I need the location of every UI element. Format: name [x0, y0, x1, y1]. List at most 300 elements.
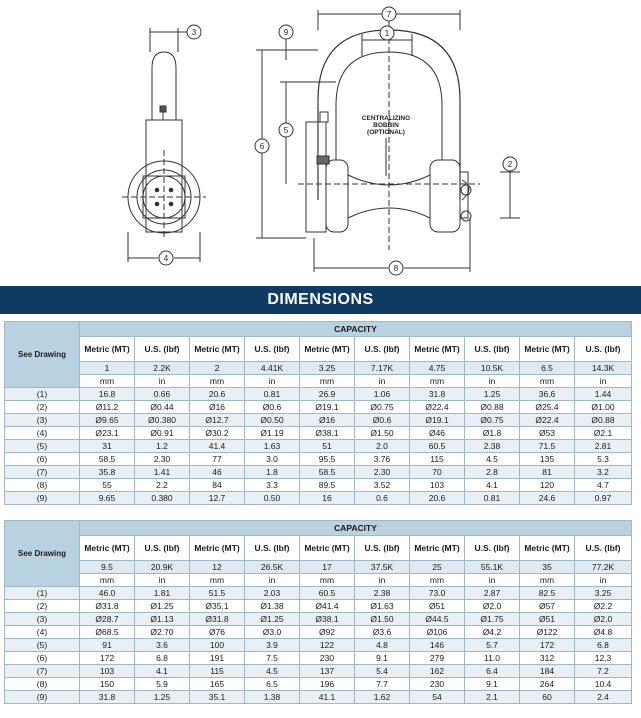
table-cell: Ø11.2: [80, 401, 135, 414]
table-cell: 279: [410, 652, 465, 665]
table-cell: 2.1: [465, 691, 520, 704]
table-row: [5, 414, 632, 427]
table-row: [5, 678, 632, 691]
table-cell: 2.8: [465, 466, 520, 479]
capacity-size-row: [5, 561, 632, 574]
table-cell: 20.6: [410, 492, 465, 505]
table-cell: 46.0: [80, 587, 135, 600]
table-cell: 35.8: [80, 466, 135, 479]
unit-cell: mm: [520, 375, 575, 388]
row-label: (8): [5, 678, 80, 691]
row-label: (4): [5, 626, 80, 639]
table-cell: Ø2.70: [135, 626, 190, 639]
unit-cell: in: [245, 375, 300, 388]
table-cell: Ø1.25: [135, 600, 190, 613]
table-cell: 1.25: [135, 691, 190, 704]
shackle-drawing-svg: [0, 0, 641, 282]
table-cell: 3.9: [245, 639, 300, 652]
unit-cell: mm: [410, 375, 465, 388]
table-cell: Ø2.2: [575, 600, 632, 613]
table-row: [5, 427, 632, 440]
table-cell: 0.81: [245, 388, 300, 401]
unit-header: Metric (MT): [520, 337, 575, 362]
table-cell: 0.380: [135, 492, 190, 505]
table-cell: Ø38.1: [300, 427, 355, 440]
table-cell: 16.8: [80, 388, 135, 401]
unit-header: U.S. (lbf): [575, 536, 632, 561]
row-label: (6): [5, 652, 80, 665]
table-cell: Ø30.2: [190, 427, 245, 440]
table-cell: 5.4: [355, 665, 410, 678]
unit-header: U.S. (lbf): [135, 337, 190, 362]
callout-8-label: 8: [393, 264, 399, 273]
callout-2-label: 2: [507, 160, 513, 169]
table-cell: Ø0.88: [575, 414, 632, 427]
table-row: [5, 613, 632, 626]
callout-9-label: 9: [283, 28, 289, 37]
table-cell: 41.4: [190, 440, 245, 453]
table-cell: 55: [80, 479, 135, 492]
table-cell: 4.5: [245, 665, 300, 678]
dimensions-table-2: [4, 520, 632, 704]
dimensions-banner: [0, 286, 641, 314]
table-cell: 58.5: [80, 453, 135, 466]
row-label: (8): [5, 479, 80, 492]
capacity-size-cell: 2.2K: [135, 362, 190, 375]
unit-cell: mm: [190, 375, 245, 388]
table-cell: Ø16: [190, 401, 245, 414]
table-cell: Ø22.4: [520, 414, 575, 427]
row-label: (7): [5, 665, 80, 678]
table-cell: 4.1: [465, 479, 520, 492]
table-cell: 5.7: [465, 639, 520, 652]
capacity-size-row: [5, 362, 632, 375]
table-cell: Ø2.0: [575, 613, 632, 626]
table-cell: Ø92: [300, 626, 355, 639]
table-cell: Ø0.44: [135, 401, 190, 414]
table-cell: 31.8: [410, 388, 465, 401]
unit-header: U.S. (lbf): [355, 337, 410, 362]
bobbin-note-line3: (OPTIONAL): [367, 129, 405, 136]
table-cell: 10.4: [575, 678, 632, 691]
table-cell: Ø0.91: [135, 427, 190, 440]
table-cell: 2.4: [575, 691, 632, 704]
capacity-header: CAPACITY: [80, 322, 632, 337]
table-cell: 1.81: [135, 587, 190, 600]
see-drawing-header: See Drawing: [5, 322, 80, 388]
unit-cell: mm: [410, 574, 465, 587]
table-cell: 60: [520, 691, 575, 704]
table-cell: Ø1.00: [575, 401, 632, 414]
table-cell: 172: [80, 652, 135, 665]
table-cell: 115: [410, 453, 465, 466]
table-row: [5, 453, 632, 466]
capacity-size-cell: 17: [300, 561, 355, 574]
capacity-size-cell: 6.5: [520, 362, 575, 375]
table-cell: Ø9.65: [80, 414, 135, 427]
row-label: (4): [5, 427, 80, 440]
table-cell: 2.03: [245, 587, 300, 600]
table-cell: 6.8: [575, 639, 632, 652]
table-row: [5, 466, 632, 479]
table-cell: 9.1: [465, 678, 520, 691]
table-cell: 2.30: [355, 466, 410, 479]
table-cell: 16: [300, 492, 355, 505]
table-cell: 81: [520, 466, 575, 479]
table-cell: Ø51: [520, 613, 575, 626]
table-cell: 3.25: [575, 587, 632, 600]
table-cell: Ø4.2: [465, 626, 520, 639]
capacity-size-cell: 3.25: [300, 362, 355, 375]
table-cell: Ø1.50: [355, 427, 410, 440]
table-cell: Ø51: [410, 600, 465, 613]
unit-cell: mm: [300, 574, 355, 587]
table-cell: 2.2: [135, 479, 190, 492]
table-cell: 3.0: [245, 453, 300, 466]
shackle-drawing: [0, 0, 641, 282]
table-cell: 146: [410, 639, 465, 652]
table-cell: 1.63: [245, 440, 300, 453]
table-cell: Ø35.1: [190, 600, 245, 613]
table-cell: 162: [410, 665, 465, 678]
table-row: [5, 600, 632, 613]
dimensions-table-1: [4, 321, 632, 505]
table-cell: 82.5: [520, 587, 575, 600]
table-cell: 58.5: [300, 466, 355, 479]
table-cell: 230: [410, 678, 465, 691]
table-cell: Ø22.4: [410, 401, 465, 414]
table-cell: 95.5: [300, 453, 355, 466]
table-cell: 1.8: [245, 466, 300, 479]
table-cell: 4.5: [465, 453, 520, 466]
unit-header: Metric (MT): [80, 536, 135, 561]
table-cell: Ø38.1: [300, 613, 355, 626]
unit-header: U.S. (lbf): [465, 536, 520, 561]
table-cell: Ø19.1: [410, 414, 465, 427]
unit-of-measure-row: [5, 375, 632, 388]
table-cell: 0.50: [245, 492, 300, 505]
table-cell: 1.44: [575, 388, 632, 401]
unit-header-row: [5, 337, 632, 362]
table-cell: Ø53: [520, 427, 575, 440]
capacity-header-row: [5, 322, 632, 337]
table-cell: 264: [520, 678, 575, 691]
table-cell: 35.1: [190, 691, 245, 704]
capacity-size-cell: 14.3K: [575, 362, 632, 375]
table-cell: 51: [300, 440, 355, 453]
unit-header: Metric (MT): [520, 536, 575, 561]
table-cell: 51.5: [190, 587, 245, 600]
callout-7-label: 7: [386, 10, 392, 19]
table-cell: 91: [80, 639, 135, 652]
callout-1-label: 1: [384, 29, 390, 38]
unit-header: Metric (MT): [410, 337, 465, 362]
table-cell: 11.0: [465, 652, 520, 665]
table-cell: 0.66: [135, 388, 190, 401]
capacity-size-cell: 10.5K: [465, 362, 520, 375]
capacity-size-cell: 35: [520, 561, 575, 574]
table-cell: Ø0.75: [355, 401, 410, 414]
table-cell: Ø25.4: [520, 401, 575, 414]
row-label: (2): [5, 600, 80, 613]
table-cell: 120: [520, 479, 575, 492]
table-cell: 0.81: [465, 492, 520, 505]
table-cell: 12.3: [575, 652, 632, 665]
table-cell: 172: [520, 639, 575, 652]
table-cell: 135: [520, 453, 575, 466]
capacity-size-cell: 1: [80, 362, 135, 375]
table-cell: 60.5: [410, 440, 465, 453]
table-cell: Ø1.50: [355, 613, 410, 626]
table-row: [5, 587, 632, 600]
table-cell: 9.65: [80, 492, 135, 505]
table-cell: 5.9: [135, 678, 190, 691]
table-row: [5, 440, 632, 453]
table-row: [5, 652, 632, 665]
table-cell: Ø57: [520, 600, 575, 613]
table-cell: 36.6: [520, 388, 575, 401]
table-cell: Ø1.75: [465, 613, 520, 626]
bobbin-note-line1: CENTRALIZING: [361, 115, 411, 122]
table-cell: Ø12.7: [190, 414, 245, 427]
table-cell: 1.2: [135, 440, 190, 453]
table-cell: 4.1: [135, 665, 190, 678]
capacity-size-cell: 12: [190, 561, 245, 574]
table-cell: 7.2: [575, 665, 632, 678]
table-cell: 9.1: [355, 652, 410, 665]
capacity-size-cell: 2: [190, 362, 245, 375]
table-cell: Ø41.4: [300, 600, 355, 613]
table-cell: Ø1.8: [465, 427, 520, 440]
table-cell: Ø1.13: [135, 613, 190, 626]
row-label: (9): [5, 492, 80, 505]
table-cell: Ø1.25: [245, 613, 300, 626]
callout-6-label: 6: [259, 142, 265, 151]
table-cell: Ø31.8: [80, 600, 135, 613]
table-cell: 6.8: [135, 652, 190, 665]
capacity-size-cell: 4.41K: [245, 362, 300, 375]
row-label: (3): [5, 613, 80, 626]
table-cell: 103: [410, 479, 465, 492]
table-cell: 2.38: [465, 440, 520, 453]
table-row: [5, 639, 632, 652]
table-cell: 6.5: [245, 678, 300, 691]
table-cell: 312: [520, 652, 575, 665]
capacity-size-cell: 77.2K: [575, 561, 632, 574]
table-cell: 165: [190, 678, 245, 691]
table-cell: Ø122: [520, 626, 575, 639]
table-cell: 4.7: [575, 479, 632, 492]
row-label: (3): [5, 414, 80, 427]
unit-header: Metric (MT): [410, 536, 465, 561]
row-label: (1): [5, 388, 80, 401]
row-label: (6): [5, 453, 80, 466]
table-row: [5, 388, 632, 401]
capacity-size-cell: 9.5: [80, 561, 135, 574]
table-cell: 7.5: [245, 652, 300, 665]
table-cell: 137: [300, 665, 355, 678]
row-label: (1): [5, 587, 80, 600]
table-cell: 3.76: [355, 453, 410, 466]
unit-cell: in: [575, 574, 632, 587]
unit-header: U.S. (lbf): [355, 536, 410, 561]
callout-4-label: 4: [163, 254, 169, 263]
table-row: [5, 665, 632, 678]
table-cell: 6.4: [465, 665, 520, 678]
callout-5-label: 5: [283, 126, 289, 135]
unit-of-measure-row: [5, 574, 632, 587]
table-cell: Ø31.8: [190, 613, 245, 626]
capacity-size-cell: 25: [410, 561, 465, 574]
table-cell: Ø16: [300, 414, 355, 427]
table-row: [5, 401, 632, 414]
table-cell: Ø3.0: [245, 626, 300, 639]
table-cell: Ø3.6: [355, 626, 410, 639]
table-cell: Ø76: [190, 626, 245, 639]
unit-cell: in: [355, 375, 410, 388]
unit-cell: in: [465, 375, 520, 388]
table-cell: 100: [190, 639, 245, 652]
table-cell: 54: [410, 691, 465, 704]
table-cell: 5.3: [575, 453, 632, 466]
table-cell: Ø2.0: [465, 600, 520, 613]
table-cell: 70: [410, 466, 465, 479]
capacity-size-cell: 20.9K: [135, 561, 190, 574]
table-cell: 3.52: [355, 479, 410, 492]
table-cell: Ø0.6: [245, 401, 300, 414]
table-cell: Ø106: [410, 626, 465, 639]
row-label: (9): [5, 691, 80, 704]
dimensions-title: DIMENSIONS: [267, 291, 374, 308]
unit-cell: mm: [300, 375, 355, 388]
table-cell: 196: [300, 678, 355, 691]
unit-header-row: [5, 536, 632, 561]
table-cell: 4.8: [355, 639, 410, 652]
table-cell: 2.30: [135, 453, 190, 466]
table-cell: 122: [300, 639, 355, 652]
table-cell: 7.7: [355, 678, 410, 691]
capacity-header: CAPACITY: [80, 521, 632, 536]
unit-header: Metric (MT): [80, 337, 135, 362]
table-cell: Ø4.8: [575, 626, 632, 639]
table-cell: Ø23.1: [80, 427, 135, 440]
unit-header: U.S. (lbf): [465, 337, 520, 362]
table-cell: 3.3: [245, 479, 300, 492]
table-cell: 1.25: [465, 388, 520, 401]
table-cell: Ø1.63: [355, 600, 410, 613]
capacity-size-cell: 7.17K: [355, 362, 410, 375]
table-cell: 3.2: [575, 466, 632, 479]
unit-header: U.S. (lbf): [245, 536, 300, 561]
see-drawing-header: See Drawing: [5, 521, 80, 587]
capacity-header-row: [5, 521, 632, 536]
row-label: (2): [5, 401, 80, 414]
table-row: [5, 691, 632, 704]
unit-cell: in: [245, 574, 300, 587]
table-cell: Ø0.50: [245, 414, 300, 427]
table-cell: Ø2.1: [575, 427, 632, 440]
table-cell: 31: [80, 440, 135, 453]
unit-header: U.S. (lbf): [135, 536, 190, 561]
table-cell: 150: [80, 678, 135, 691]
table-cell: Ø68.5: [80, 626, 135, 639]
unit-header: Metric (MT): [190, 536, 245, 561]
table-cell: Ø19.1: [300, 401, 355, 414]
table-cell: 1.06: [355, 388, 410, 401]
unit-header: Metric (MT): [300, 337, 355, 362]
unit-cell: mm: [80, 375, 135, 388]
table-cell: 184: [520, 665, 575, 678]
table-cell: Ø44.5: [410, 613, 465, 626]
unit-cell: in: [575, 375, 632, 388]
table-cell: Ø0.6: [355, 414, 410, 427]
unit-cell: mm: [190, 574, 245, 587]
front-view: [256, 10, 520, 272]
table-cell: 2.87: [465, 587, 520, 600]
table-cell: 89.5: [300, 479, 355, 492]
table-cell: 41.1: [300, 691, 355, 704]
table-cell: 31.8: [80, 691, 135, 704]
table-cell: Ø28.7: [80, 613, 135, 626]
capacity-size-cell: 55.1K: [465, 561, 520, 574]
table-cell: Ø1.38: [245, 600, 300, 613]
table-cell: 26.9: [300, 388, 355, 401]
table-cell: 191: [190, 652, 245, 665]
table-cell: 77: [190, 453, 245, 466]
table-row: [5, 626, 632, 639]
row-label: (7): [5, 466, 80, 479]
table-row: [5, 492, 632, 505]
unit-header: U.S. (lbf): [575, 337, 632, 362]
bobbin-note-line2: BOBBIN: [373, 122, 399, 129]
table-cell: 3.6: [135, 639, 190, 652]
table-cell: 1.62: [355, 691, 410, 704]
side-view: [122, 28, 206, 262]
table-cell: 1.38: [245, 691, 300, 704]
capacity-size-cell: 37.5K: [355, 561, 410, 574]
table-cell: 71.5: [520, 440, 575, 453]
unit-header: Metric (MT): [190, 337, 245, 362]
table-cell: 0.6: [355, 492, 410, 505]
table-cell: 24.6: [520, 492, 575, 505]
table-cell: Ø0.75: [465, 414, 520, 427]
table-row: [5, 479, 632, 492]
unit-cell: mm: [520, 574, 575, 587]
table-cell: 115: [190, 665, 245, 678]
unit-cell: in: [135, 375, 190, 388]
table-cell: 230: [300, 652, 355, 665]
table-cell: 0.97: [575, 492, 632, 505]
table-cell: Ø0.380: [135, 414, 190, 427]
unit-cell: in: [465, 574, 520, 587]
table-cell: 84: [190, 479, 245, 492]
table-cell: 60.5: [300, 587, 355, 600]
table-cell: Ø1.19: [245, 427, 300, 440]
unit-header: Metric (MT): [300, 536, 355, 561]
unit-cell: in: [135, 574, 190, 587]
table-cell: 46: [190, 466, 245, 479]
capacity-size-cell: 4.75: [410, 362, 465, 375]
callout-3-label: 3: [191, 28, 197, 37]
table-cell: 2.0: [355, 440, 410, 453]
table-cell: 12.7: [190, 492, 245, 505]
row-label: (5): [5, 639, 80, 652]
row-label: (5): [5, 440, 80, 453]
capacity-size-cell: 26.5K: [245, 561, 300, 574]
table-cell: 73.0: [410, 587, 465, 600]
table-cell: 20.6: [190, 388, 245, 401]
unit-cell: mm: [80, 574, 135, 587]
